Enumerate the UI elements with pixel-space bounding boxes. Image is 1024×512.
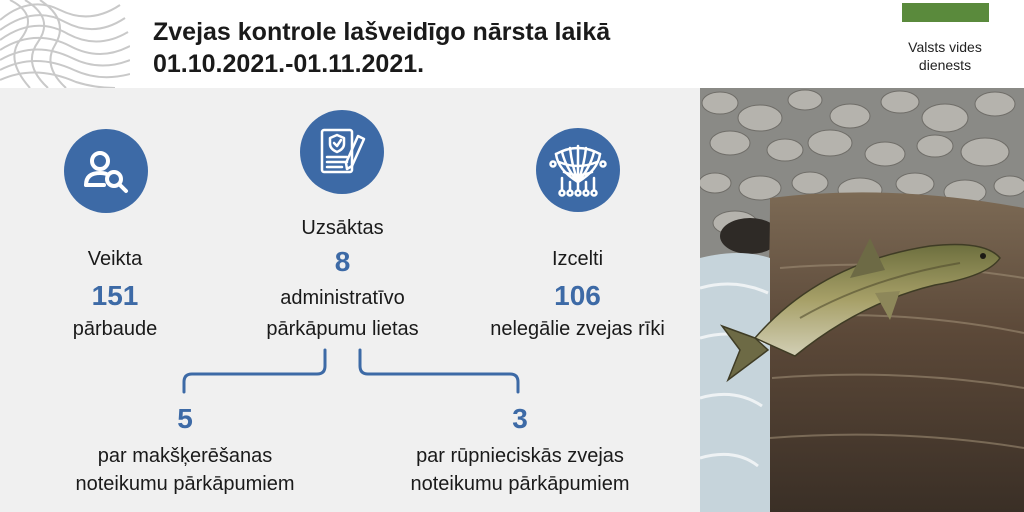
salmon-photo bbox=[700, 88, 1024, 512]
salmon-leaping-weir-image bbox=[700, 88, 1024, 512]
angling-value: 5 bbox=[177, 403, 193, 434]
commercial-label-line-2: noteikumu pārkāpumiem bbox=[410, 473, 630, 495]
fingerprint-pattern-logo bbox=[0, 0, 130, 88]
cases-label-line-1: administratīvo bbox=[280, 287, 405, 309]
header bbox=[0, 0, 1024, 88]
inspections-label-bottom: pārbaude bbox=[72, 318, 158, 340]
commercial-value: 3 bbox=[512, 403, 528, 434]
nets-label-top: Izcelti bbox=[551, 248, 604, 270]
commercial-label-line-1: par rūpnieciskās zvejas bbox=[416, 445, 624, 467]
agency-name bbox=[870, 38, 1020, 74]
title-line-1: Zvejas kontrole lašveidīgo nārsta laikā bbox=[153, 18, 611, 46]
cases-value: 8 bbox=[334, 246, 351, 277]
infographic-panel bbox=[0, 88, 700, 512]
cases-label-line-2: pārkāpumu lietas bbox=[266, 318, 419, 340]
inspections-label-top: Veikta bbox=[87, 248, 143, 270]
agency-color-bar bbox=[902, 3, 989, 22]
page-title bbox=[153, 16, 610, 80]
nets-value: 106 bbox=[554, 280, 601, 311]
agency-name-line-2: dienests bbox=[918, 57, 972, 73]
angling-label-line-2: noteikumu pārkāpumiem bbox=[75, 473, 295, 495]
inspections-value: 151 bbox=[91, 280, 139, 311]
title-line-2: 01.10.2021.-01.11.2021. bbox=[153, 50, 425, 78]
agency-name-line-1: Valsts vides bbox=[908, 39, 982, 55]
cases-label-top: Uzsāktas bbox=[301, 217, 384, 239]
nets-label-bottom: nelegālie zvejas rīki bbox=[490, 318, 665, 340]
angling-label-line-1: par makšķerēšanas bbox=[97, 445, 273, 467]
